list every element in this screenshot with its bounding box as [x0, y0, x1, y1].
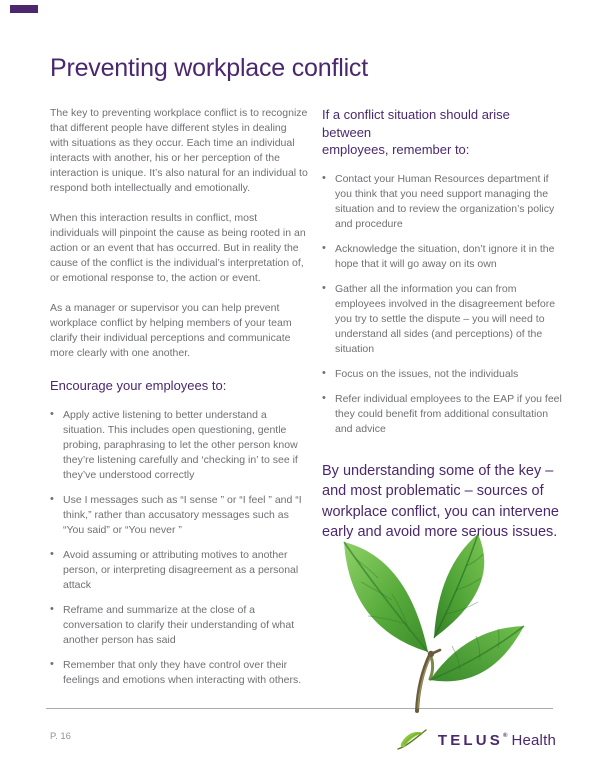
encourage-heading: Encourage your employees to: — [50, 378, 227, 393]
bullet-icon: • — [322, 241, 326, 254]
list-item-text: Avoid assuming or attributing motives to another person, or interpreting disagreement as a personal attack — [63, 548, 299, 591]
heading-line: employees, remember to: — [322, 142, 470, 157]
list-item-text: Apply active listening to better understand a situation. This includes open questioning, gentle probing, paraphrasing to let the other person know they’re listening carefully and ‘checking in’ to see if they’ve understood correctly — [63, 408, 298, 481]
pull-quote-line: and most problematic – sources of — [322, 483, 544, 499]
body-paragraph: When this interaction results in conflict, most individuals will pinpoint the cause as being rooted in an action or an event that has occurred. But in reality the cause of the conflict is the individual’s interpretation of, or emotional response to, the action or event. — [50, 212, 306, 284]
bullet-icon: • — [50, 492, 54, 505]
bullet-icon: • — [322, 391, 326, 404]
list-item-text: Remember that only they have control over their feelings and emotions when interacting with others. — [63, 658, 302, 686]
list-item-text: Reframe and summarize at the close of a conversation to clarify their understanding of what another person has said — [63, 603, 295, 646]
left-column — [50, 106, 308, 698]
list-item — [50, 658, 308, 688]
right-column — [322, 106, 562, 543]
list-item-text: Gather all the information you can from employees involved in the disagreement before you try to settle the dispute – you will need to understand all sides (and perceptions) of the situation — [335, 282, 556, 355]
list-item — [322, 282, 562, 357]
list-item — [50, 603, 308, 648]
conflict-arise-heading — [322, 106, 562, 159]
list-item — [50, 408, 308, 483]
bullet-icon: • — [50, 657, 54, 670]
telus-wordmark: TELUS® — [437, 731, 508, 749]
green-leaves-image — [328, 528, 590, 714]
bullet-icon: • — [50, 407, 54, 420]
trademark-symbol: ® — [503, 732, 508, 739]
bullet-icon: • — [322, 366, 326, 379]
bullet-icon: • — [50, 547, 54, 560]
list-item-text: Use I messages such as “I sense ” or “I feel ” and “I think,” rather than accusatory messages such as “You said” or “You never ” — [63, 493, 302, 536]
pull-quote-line: By understanding some of the key – — [322, 462, 554, 479]
list-item-text: Focus on the issues, not the individuals — [335, 367, 519, 380]
list-item — [50, 548, 308, 593]
list-item-text: Contact your Human Resources department if you think that you need support managing the situation and to review the organization’s policy and procedure — [335, 172, 555, 230]
health-wordmark: Health — [511, 731, 556, 749]
pull-quote-line: early and avoid more serious issues. — [322, 524, 558, 540]
manager-tips-list — [322, 172, 562, 437]
bullet-icon: • — [50, 602, 54, 615]
telus-health-logo — [396, 728, 556, 752]
page-number: P. 16 — [50, 731, 71, 742]
employee-tips-list — [50, 408, 308, 688]
body-paragraph: The key to preventing workplace conflict is to recognize that different people have different styles in dealing with situations as they occur. Each time an individual interacts with another, his or her perception of the interaction is unique. It’s also natural for an individual to respond both intellectually and emotionally. — [50, 107, 308, 194]
list-item-text: Acknowledge the situation, don’t ignore it in the hope that it will go away on its own — [335, 242, 555, 270]
bullet-icon: • — [322, 171, 326, 184]
list-item — [322, 242, 562, 272]
body-paragraph: As a manager or supervisor you can help prevent workplace conflict by helping members of your team clarify their individual perceptions and communicate more clearly with one another. — [50, 302, 292, 359]
list-item — [322, 172, 562, 232]
list-item — [322, 392, 562, 437]
telus-logo-icon — [396, 728, 432, 752]
list-item — [322, 367, 562, 382]
heading-line: If a conflict situation should arise between — [322, 107, 510, 140]
bullet-icon: • — [322, 281, 326, 294]
list-item-text: Refer individual employees to the EAP if you feel they could benefit from additional consultation and advice — [335, 392, 562, 435]
list-item — [50, 493, 308, 538]
corner-mark — [10, 5, 38, 13]
pull-quote-line: workplace conflict, you can intervene — [322, 503, 559, 520]
page-title: Preventing workplace conflict — [50, 54, 368, 82]
